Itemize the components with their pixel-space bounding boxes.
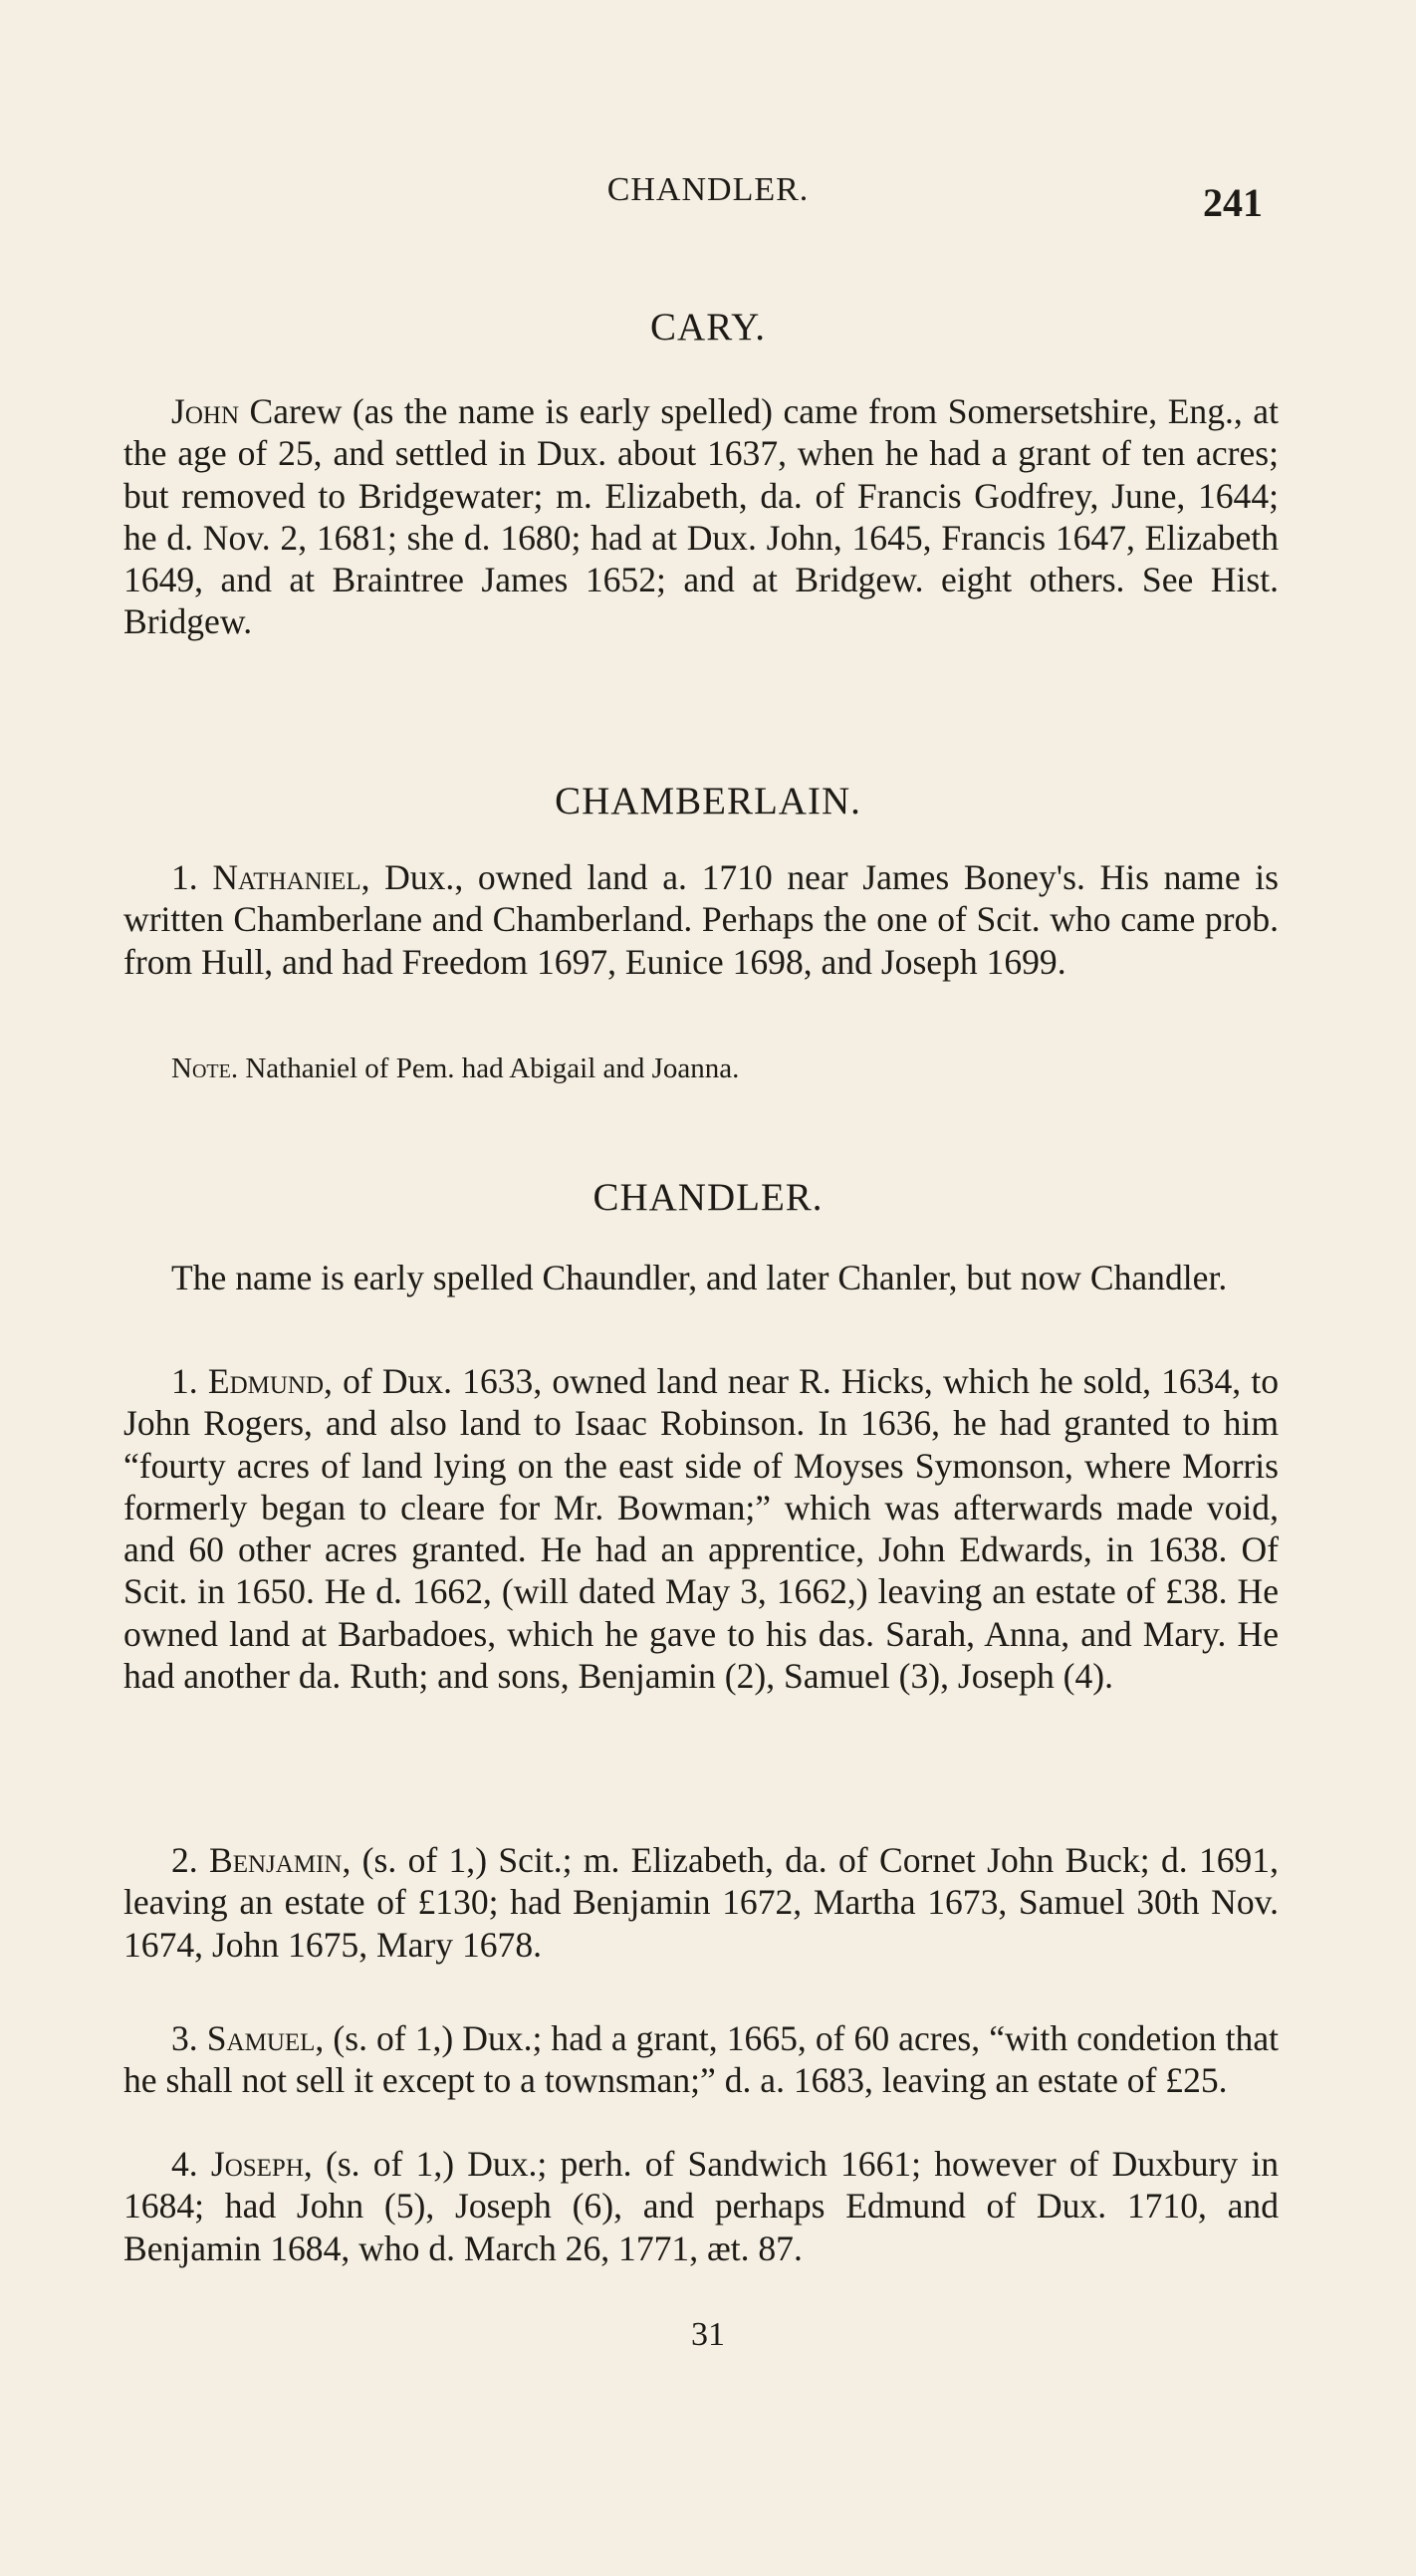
cary-paragraph: [123, 390, 1279, 643]
section-title-chandler: CHANDLER.: [592, 1176, 824, 1219]
note-label: Note.: [171, 1053, 239, 1084]
entry-lead-name: John: [171, 391, 240, 431]
page-number: 241: [1203, 180, 1263, 225]
entry-text: Carew (as the name is early spelled) came from Somersetshire, Eng., at the age of 25, and settled in Dux. about 1637, when he had a grant of ten acres; but removed to Bridgewater; m. Elizabeth, da. of Francis Godfrey, June, 1644; he d. Nov. 2, 1681; she d. 1680; had at Dux. John, 1645, Francis 1647, Elizabeth 1649, and at Braintree James 1652; and at Bridgew. eight others. See Hist. Bridgew.: [123, 391, 1279, 642]
entry-lead-name: Nathaniel: [212, 857, 361, 897]
note-text: Nathaniel of Pem. had Abigail and Joanna.: [238, 1053, 740, 1084]
chandler-intro-paragraph: The name is early spelled Chaundler, and later Chanler, but now Chandler.: [171, 1258, 1228, 1297]
section-title-cary: CARY.: [650, 306, 766, 349]
entry-text: , (s. of 1,) Dux.; had a grant, 1665, of 60 acres, “with condetion that he shall not sell it except to a townsman;” d. a. 1683, leaving an estate of £25.: [123, 2018, 1279, 2101]
chandler-paragraph-3: [123, 2017, 1279, 2102]
chandler-paragraph-2: [123, 1839, 1279, 1966]
section-title-chamberlain: CHAMBERLAIN.: [555, 780, 861, 822]
entry-lead-name: Samuel: [206, 2018, 316, 2058]
entry-text: , (s. of 1,) Scit.; m. Elizabeth, da. of Cornet John Buck; d. 1691, leaving an estate of £130; had Benjamin 1672, Martha 1673, Samuel 30th Nov. 1674, John 1675, Mary 1678.: [123, 1840, 1279, 1965]
chamberlain-paragraph-1: [123, 856, 1279, 983]
entry-lead-name: Joseph: [210, 2144, 304, 2184]
chamberlain-note: [171, 1051, 1279, 1086]
entry-number: 3.: [171, 2018, 207, 2058]
chandler-paragraph-1: [123, 1360, 1279, 1697]
entry-number: 1.: [171, 857, 213, 897]
entry-text: , of Dux. 1633, owned land near R. Hicks, which he sold, 1634, to John Rogers, and also land to Isaac Robinson. In 1636, he had granted to him “fourty acres of land lying on the east side of Moyses Symonson, where Morris formerly began to cleare for Mr. Bowman;” which was afterwards made void, and 60 other acres granted. He had an apprentice, John Edwards, in 1638. Of Scit. in 1650. He d. 1662, (will dated May 3, 1662,) leaving an estate of £38. He owned land at Barbadoes, which he gave to his das. Sarah, Anna, and Mary. He had another da. Ruth; and sons, Benjamin (2), Samuel (3), Joseph (4).: [123, 1361, 1280, 1697]
entry-number: 1.: [171, 1361, 208, 1401]
chandler-paragraph-4: [123, 2143, 1279, 2269]
entry-text: , Dux., owned land a. 1710 near James Boney's. His name is written Chamberlane and Chamberland. Perhaps the one of Scit. who came prob. from Hull, and had Freedom 1697, Eunice 1698, and Joseph 1699.: [123, 857, 1279, 982]
signature-mark: 31: [691, 2316, 725, 2353]
entry-lead-name: Benjamin: [209, 1840, 343, 1880]
entry-lead-name: Edmund: [207, 1361, 325, 1401]
entry-text: , (s. of 1,) Dux.; perh. of Sandwich 1661; however of Duxbury in 1684; had John (5), Joseph (6), and perhaps Edmund of Dux. 1710, and Benjamin 1684, who d. March 26, 1771, æt. 87.: [123, 2144, 1279, 2268]
running-head: CHANDLER.: [606, 171, 810, 208]
entry-number: 2.: [171, 1840, 209, 1880]
entry-number: 4.: [171, 2144, 211, 2184]
